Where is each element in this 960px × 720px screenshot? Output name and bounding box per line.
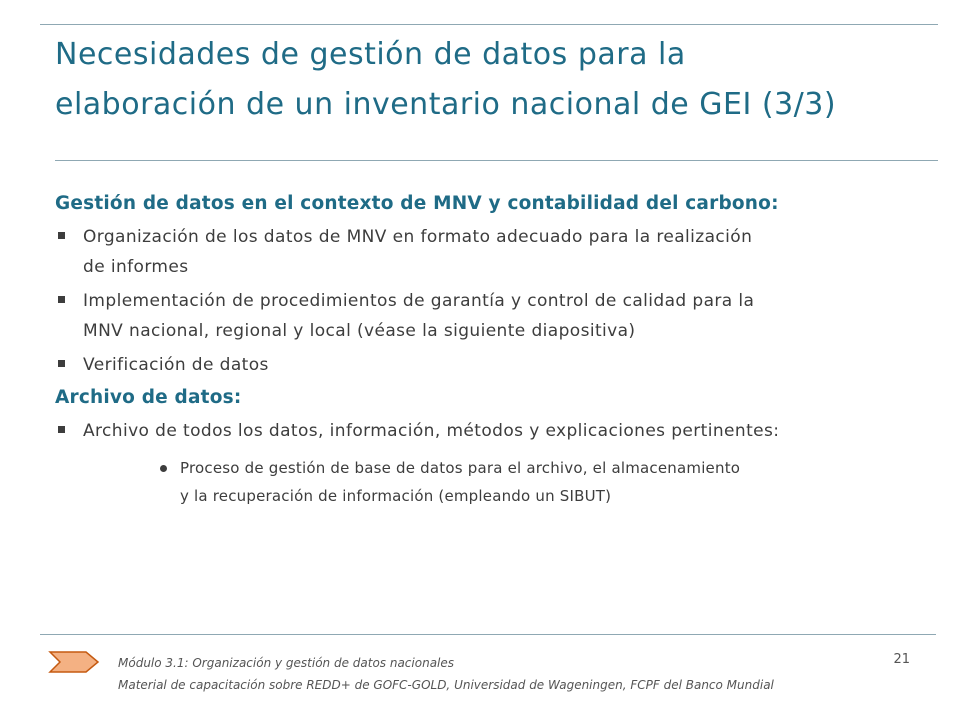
bullet-text-line: Archivo de todos los datos, información, métodos y explicaciones pertinentes:: [83, 421, 780, 441]
slide-title: [55, 30, 935, 130]
footer: [118, 652, 774, 696]
footer-rule: [40, 634, 936, 635]
square-bullet-icon: [58, 360, 65, 367]
title-rule: [55, 160, 938, 161]
chevron-arrow-icon: [48, 650, 100, 674]
sub-bullet-text-line: y la recuperación de información (empleando un SIBUT): [180, 487, 612, 505]
square-bullet-icon: [58, 296, 65, 303]
title-line-1: Necesidades de gestión de datos para la: [55, 37, 686, 72]
slide-body: [55, 190, 935, 510]
round-bullet-icon: [160, 465, 167, 472]
bullet-item: [55, 286, 935, 346]
bullet-text-line: Verificación de datos: [83, 355, 269, 375]
section-heading-archive: Archivo de datos:: [55, 387, 242, 408]
square-bullet-icon: [58, 426, 65, 433]
bullet-text-line: Implementación de procedimientos de garantía y control de calidad para la: [83, 291, 755, 311]
bullet-text-line: Organización de los datos de MNV en formato adecuado para la realización: [83, 227, 753, 247]
bullet-item: [55, 222, 935, 282]
bullet-item: [55, 416, 935, 446]
footer-credit: Material de capacitación sobre REDD+ de GOFC-GOLD, Universidad de Wageningen, FCPF del Banco Mundial: [118, 678, 774, 692]
bullet-text-line: de informes: [83, 257, 189, 277]
bullet-text-line: MNV nacional, regional y local (véase la siguiente diapositiva): [83, 321, 636, 341]
title-line-2: elaboración de un inventario nacional de GEI (3/3): [55, 87, 837, 122]
sub-bullet-text-line: Proceso de gestión de base de datos para el archivo, el almacenamiento: [180, 459, 741, 477]
section-heading-mnv: Gestión de datos en el contexto de MNV y contabilidad del carbono:: [55, 193, 779, 214]
page-number: 21: [893, 652, 910, 667]
sub-bullet-item: [160, 454, 935, 510]
footer-module: Módulo 3.1: Organización y gestión de datos nacionales: [118, 656, 455, 670]
bullet-item: [55, 350, 935, 380]
square-bullet-icon: [58, 232, 65, 239]
top-rule: [40, 24, 938, 25]
